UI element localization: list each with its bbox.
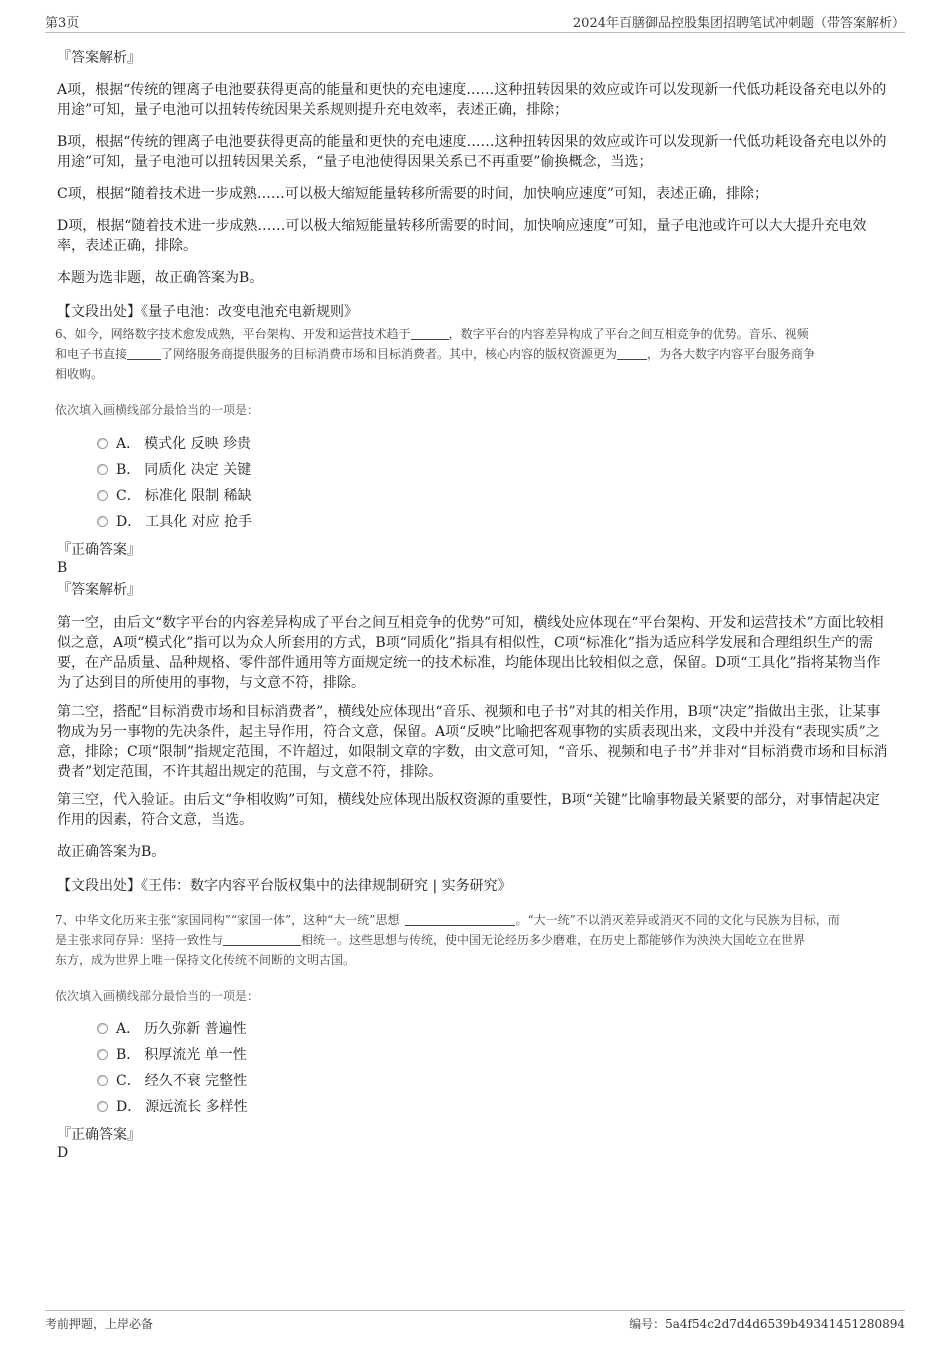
q7-blank-1	[405, 913, 515, 926]
q6-option-a[interactable]: A． 模式化 反映 珍贵	[97, 434, 251, 454]
radio-icon[interactable]	[97, 1075, 108, 1086]
q7-option-d[interactable]: D． 源远流长 多样性	[97, 1097, 248, 1117]
radio-icon[interactable]	[97, 1023, 108, 1034]
q5-analysis-label: 『答案解析』	[57, 50, 141, 66]
radio-icon[interactable]	[97, 490, 108, 501]
page-number: 第3页	[45, 16, 80, 31]
page-footer	[45, 1310, 905, 1333]
q6-question: 6、如今，网络数字技术愈发成熟，平台架构、开发和运营技术趋于 ，数字平台的内容差异构成了平台之间互相竞争的优势。音乐、视频 和电子书直接 了网络服务商提供服务的目标消费市场和目标消费者。其中，核心内容的版权资源更为 ，为各大数字内容平台服务商争 相收购。	[55, 327, 816, 381]
q7-option-a[interactable]: A． 历久弥新 普遍性	[97, 1019, 247, 1039]
q6-option-d[interactable]: D． 工具化 对应 抢手	[97, 512, 252, 532]
q6-blank-2	[127, 347, 161, 360]
footer-serial: 编号：5a4f54c2d7d4d6539b49341451280894	[629, 1317, 905, 1331]
q7-blank-2	[223, 933, 301, 946]
q7-answer: D	[57, 1145, 69, 1161]
q5-analysis-c: C项，根据“随着技术进一步成熟……可以极大缩短能量转移所需要的时间，加快响应速度”可知，表述正确，排除；	[57, 186, 769, 202]
q5-source: 【文段出处】《量子电池：改变电池充电新规则》	[57, 304, 358, 320]
q6-source: 【文段出处】《王伟：数字内容平台版权集中的法律规制研究 | 实务研究》	[57, 878, 512, 894]
q7-option-c[interactable]: C． 经久不衰 完整性	[97, 1071, 247, 1091]
q7-prompt: 依次填入画横线部分最恰当的一项是：	[55, 989, 260, 1003]
radio-icon[interactable]	[97, 1049, 108, 1060]
q6-blank-3	[617, 347, 647, 360]
radio-icon[interactable]	[97, 1101, 108, 1112]
q6-analysis-label: 『答案解析』	[57, 582, 141, 598]
q6-analysis-2: 第二空，搭配“目标消费市场和目标消费者”，横线处应体现出“音乐、视频和电子书”对其的相关作用，B项“决定”指做出主张，让某事物成为另一事物的先决条件，起主导作用，符合文意，保留。A项“反映”比喻把客观事物的实质表现出来，文段中并没有“表现实质”之意，排除；C项“限制”指规定范围，不许超过，如限制文章的字数，由文意可知，“音乐、视频和电子书”并非对“目标消费市场和目标消费者”划定范围，不许其超出规定的范围，与文意不符，排除。	[57, 704, 888, 780]
radio-icon[interactable]	[97, 464, 108, 475]
q6-answer-label: 『正确答案』	[57, 542, 141, 558]
q7-question: 7、中华文化历来主张“家国同构”“家国一体”，这种“大一统”思想 。“大一统”不以消灭差异或消灭不同的文化与民族为目标，而 是主张求同存异：坚持一致性与 相统一。这些思想与传统，使中国无论经历多少磨难，在历史上都能够作为泱泱大国屹立在世界 东方，成为世界上唯一保持文化传统不间断的文明古国。	[55, 913, 840, 967]
q5-analysis-d: D项，根据“随着技术进一步成熟……可以极大缩短能量转移所需要的时间，加快响应速度”可知，量子电池或许可以大大提升充电效率，表述正确，排除。	[57, 218, 867, 254]
q6-option-b[interactable]: B． 同质化 决定 关键	[97, 460, 251, 480]
q5-analysis-a: A项，根据“传统的锂离子电池要获得更高的能量和更快的充电速度……这种扭转因果的效应或许可以发现新一代低功耗设备充电以外的用途”可知，量子电池可以扭转传统因果关系规则提升充电效率，表述正确，排除；	[57, 82, 887, 118]
q5-analysis-b: B项，根据“传统的锂离子电池要获得更高的能量和更快的充电速度……这种扭转因果的效应或许可以发现新一代低功耗设备充电以外的用途”可知，量子电池可以扭转因果关系，“量子电池使得因果关系已不再重要”偷换概念，当选；	[57, 134, 887, 170]
q7-option-b[interactable]: B． 积厚流光 单一性	[97, 1045, 247, 1065]
q6-answer: B	[57, 560, 68, 576]
q7-answer-label: 『正确答案』	[57, 1127, 141, 1143]
radio-icon[interactable]	[97, 438, 108, 449]
footer-slogan: 考前押题，上岸必备	[45, 1317, 154, 1331]
q6-analysis-3: 第三空，代入验证。由后文“争相收购”可知，横线处应体现出版权资源的重要性，B项“关键”比喻事物最关紧要的部分，对事情起决定作用的因素，符合文意，当选。	[57, 792, 880, 828]
q5-conclusion: 本题为选非题，故正确答案为B。	[57, 270, 264, 286]
q6-analysis-1: 第一空，由后文“数字平台的内容差异构成了平台之间互相竞争的优势”可知，横线处应体现在“平台架构、开发和运营技术”方面比较相似之意，A项“模式化”指可以为众人所套用的方式，B项“同质化”指具有相似性，C项“标准化”指为适应科学发展和合理组织生产的需要，在产品质量、品种规格、零件部件通用等方面规定统一的技术标准，均能体现出比较相似之意，保留。D项“工具化”指将某物当作为了达到目的所使用的事物，与文意不符，排除。	[57, 615, 884, 691]
radio-icon[interactable]	[97, 516, 108, 527]
q6-conclusion: 故正确答案为B。	[57, 844, 166, 860]
document-title: 2024年百膳御品控股集团招聘笔试冲刺题（带答案解析）	[572, 16, 905, 31]
q6-blank-1	[411, 327, 449, 340]
page-header	[45, 12, 905, 33]
q6-option-c[interactable]: C． 标准化 限制 稀缺	[97, 486, 252, 506]
q6-prompt: 依次填入画横线部分最恰当的一项是：	[55, 403, 260, 417]
